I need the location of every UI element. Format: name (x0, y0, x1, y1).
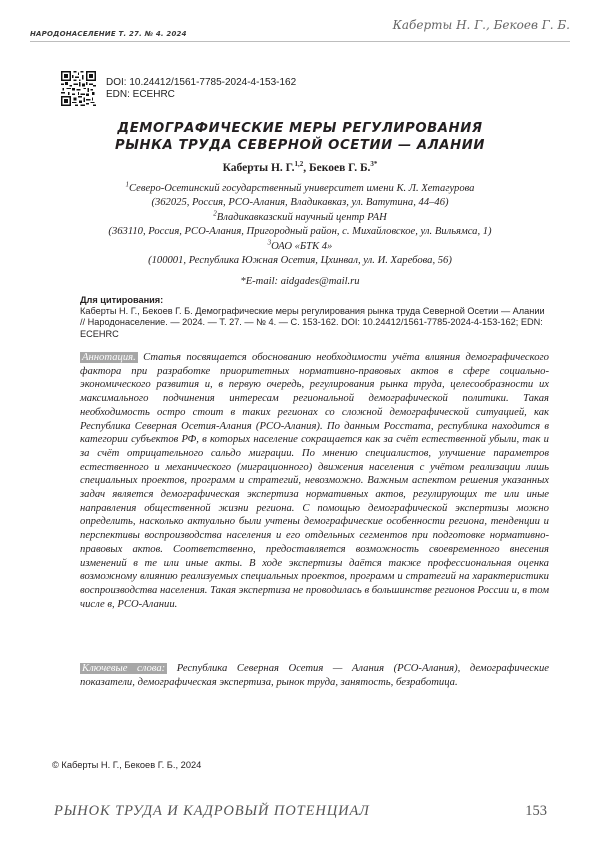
keywords-text: Республика Северная Осетия — Алания (РСО-Алания), демографические показатели, демографическая экспертиза, рынок труда, занятость, безработица. (80, 663, 549, 688)
affiliation-text: Владикавказский научный центр РАН (216, 211, 387, 223)
affiliation-name (20, 240, 580, 254)
affiliation-address: (363110, Россия, РСО-Алания, Пригородный район, с. Михайловское, ул. Вильямса, 1) (108, 226, 492, 238)
contact-email: *E-mail: aidgades@mail.ru (240, 276, 360, 287)
affiliations (20, 182, 580, 268)
qr-code-icon (61, 71, 96, 106)
affiliation-address: (100001, Республика Южная Осетия, Цхинвал, ул. И. Харебова, 56) (148, 255, 452, 267)
keywords (80, 662, 549, 689)
title-line-1: ДЕМОГРАФИЧЕСКИЕ МЕРЫ РЕГУЛИРОВАНИЯ (117, 121, 483, 136)
author-affiliation-marker: 1,2 (294, 160, 304, 169)
author-affiliation-marker: 3* (370, 160, 378, 169)
affiliation-marker: 3 (267, 238, 272, 247)
footer-journal-title: РЫНОК ТРУДА И КАДРОВЫЙ ПОТЕНЦИАЛ (54, 803, 370, 819)
author-name: Каберты Н. Г. (222, 162, 295, 174)
author-name: Бекоев Г. Б. (309, 162, 371, 174)
affiliation-address: (362025, Россия, РСО-Алания, Владикавказ, ул. Ватутина, 44–46) (151, 197, 449, 209)
author-separator: , (303, 162, 310, 174)
running-head (30, 15, 570, 42)
abstract (80, 351, 549, 611)
running-authors: Каберты Н. Г., Бекоев Г. Б. (392, 18, 570, 32)
citation-block (80, 295, 549, 340)
author-list (0, 162, 600, 174)
copyright-notice: © Каберты Н. Г., Бекоев Г. Б., 2024 (52, 760, 202, 770)
citation-label: Для цитирования: (80, 295, 164, 305)
affiliation-text: Северо-Осетинский государственный университет имени К. Л. Хетагурова (129, 183, 475, 194)
affiliation-text: ОАО «БТК 4» (271, 240, 333, 252)
journal-issue: НАРОДОНАСЕЛЕНИЕ Т. 27. № 4. 2024 (30, 30, 187, 38)
edn-text: EDN: ECEHRC (106, 89, 175, 100)
affiliation-marker: 2 (213, 209, 217, 218)
article-title (60, 120, 540, 154)
affiliation-marker: 1 (125, 180, 130, 189)
abstract-text: Статья посвящается обоснованию необходимости учёта влияния демографического фактора при разработке приоритетных нормативно-правовых актов в сфере социально-экономического развития и, в первую очередь, регулирования рынка труда, целесообразности их максимального подчинения интересам региональной демографической политики. Такая необходимость остро стоит в таких регионах со сложной демографической ситуацией, как Республика Северная Осетия-Алания (РСО-Алания). По данным Росстата, республика находится в категории субъектов РФ, в которых население сокращается как за счёт естественной убыли, так и за счёт отрицательного сальдо миграции. По мнению специалистов, улучшение параметров естественного и механического (миграционного) движения населения с учётом реализации лишь специальных проектов, программ и стратегий, невозможно. Важным аспектом решения указанных задач является демографическая экспертиза нормативных актов, регулирующих те или иные направления общественной жизни региона. С помощью демографической экспертизы можно определить, насколько актуально были учтены демографические особенности региона, тенденции и перспективы воспроизводства населения и его отдельных сегментов при подготовке нормативно-правовых актов. Соответственно, предоставляется возможность своевременного внесения изменений в те или иные акты. В ходе экспертизы даётся также профессиональная оценка возможному влиянию реализуемых специальных проектов, программ и стратегий на характеристики воспроизводства населения. Такая экспертиза не проводилась в большинстве регионов России и, в том числе в, РСО-Алании. (80, 352, 549, 610)
affiliation-name (20, 211, 580, 225)
article-identifiers (106, 77, 296, 101)
citation-text: Каберты Н. Г., Бекоев Г. Б. Демографические меры регулирования рынка труда Северной Осетии — Алании // Народонаселение. — 2024. — Т. 27. — № 4. — С. 153-162. DOI: 10.24412/1561-7785-2024-4-153-162; EDN: ECEHRC (80, 306, 545, 339)
abstract-label: Аннотация. (82, 352, 136, 363)
keywords-label: Ключевые слова: (82, 663, 166, 674)
affiliation-name (20, 182, 580, 196)
title-line-2: РЫНКА ТРУДА СЕВЕРНОЙ ОСЕТИИ — АЛАНИИ (114, 138, 485, 153)
doi-text: DOI: 10.24412/1561-7785-2024-4-153-162 (106, 77, 297, 88)
page-number: 153 (525, 803, 547, 819)
